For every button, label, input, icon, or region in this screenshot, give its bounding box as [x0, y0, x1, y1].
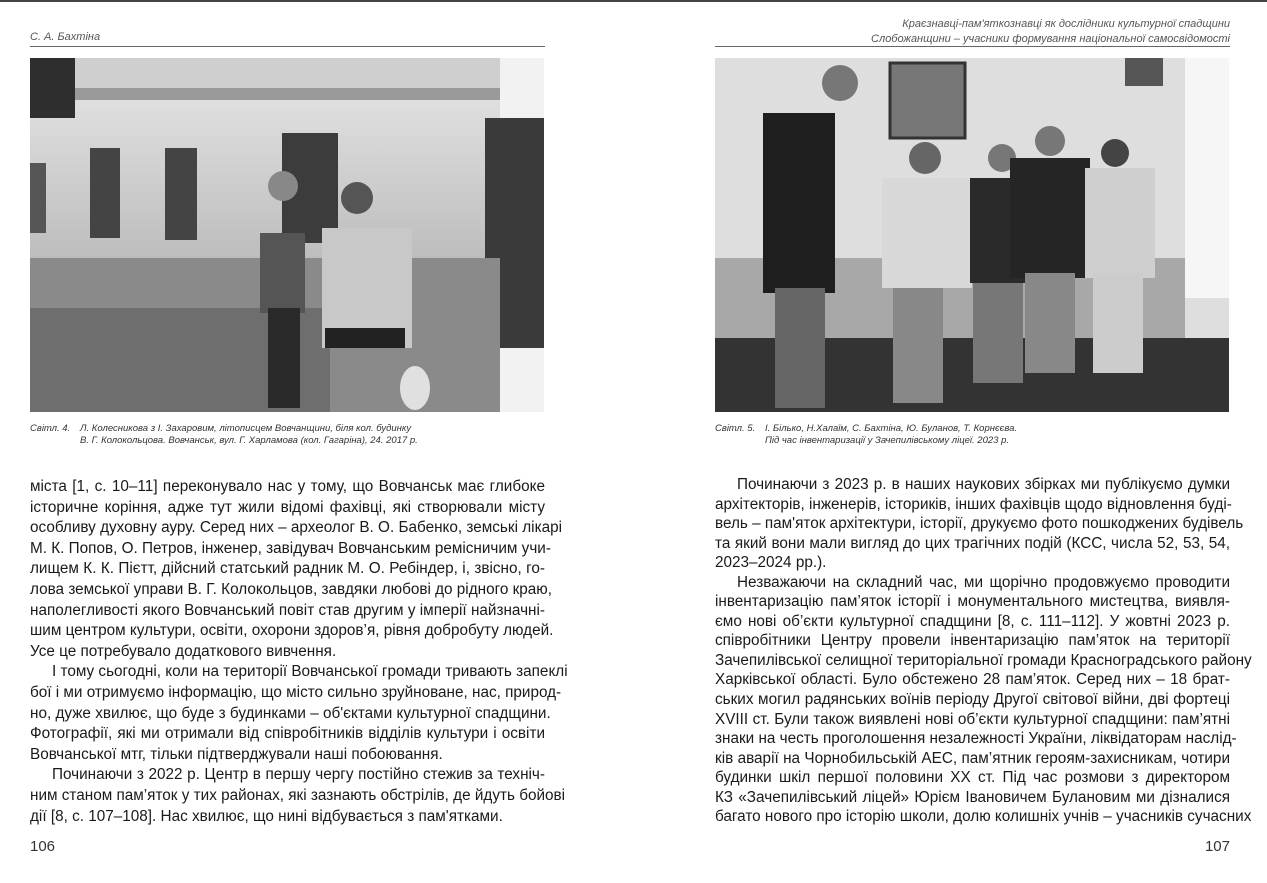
text-line: та який вони мали вигляд до цих трагічних подій (КСС, числа 52, 53, 54, [715, 534, 1230, 552]
text-line: Починаючи з 2022 р. Центр в першу чергу постійно стежив за техніч- [52, 766, 545, 784]
caption-label: Світл. 5. [715, 423, 756, 434]
text-line: ємо нові об’єкти культурної спадщини [8, с. 111–112]. У жовтні 2023 р. [715, 612, 1230, 630]
text-line: XVIII ст. Були також виявлені нові об’єкти культурної спадщини: пам’ятні [715, 710, 1230, 728]
left-page [30, 2, 568, 883]
text-line: лова земської управи В. Г. Колокольцов, завдяки любові до рідного краю, [30, 580, 553, 598]
caption-line: Під час інвентаризації у Зачепилівському ліцеї. 2023 р. [765, 434, 1009, 446]
caption-label: Світл. 4. [30, 423, 71, 434]
text-line: Усе це потребувало додаткового вивчення. [30, 642, 337, 660]
running-head [30, 16, 545, 47]
running-head [715, 16, 1230, 47]
text-line: історичне коріння, адже тут жили відомі фахівці, які створювали місту [30, 498, 545, 516]
caption-line: Л. Колесникова з І. Захаровим, літописцем Вовчанщини, біля кол. будинку [80, 423, 412, 434]
text-line: співробітники Центру провели інвентаризацію пам’яток на території [715, 632, 1230, 650]
text-line: Харківської області. Було обстежено 28 пам’яток. Серед них – 18 брат- [715, 671, 1230, 689]
body-text [30, 477, 568, 827]
text-line: но, дуже хвилює, що буде з будинками – об'єктами культурної спадщини. [30, 704, 551, 722]
photo-caption [715, 423, 1017, 446]
paragraph [715, 475, 1244, 573]
text-line: будинки шкіл першої половини XX ст. Під час розмови з директором [715, 769, 1230, 787]
text-line: Фотографії, які ми отримали від співробітників відділів культури і освіти [30, 725, 545, 743]
running-head-line: Слобожанщини – учасники формування національної самосвідомості [871, 33, 1230, 45]
text-line: Починаючи з 2023 р. в наших наукових збірках ми публікуємо думки [737, 476, 1230, 493]
paragraph [30, 477, 563, 662]
photo-building [30, 58, 544, 412]
text-line: Вовчанської мтг, тільки підтверджували наші побоювання. [30, 745, 443, 763]
paragraph [30, 765, 566, 827]
text-line: І тому сьогодні, коли на території Вовчанської громади тривають запеклі [52, 663, 568, 681]
page-number: 107 [1204, 838, 1230, 855]
photo-group [715, 58, 1229, 412]
right-page [715, 2, 1252, 883]
text-line: шим центром культури, освіти, охорони здоров’я, рівня добробуту людей. [30, 622, 554, 640]
running-head-line: Краєзнавці-пам'яткознавці як дослідники культурної спадщини [902, 18, 1230, 30]
page-number: 106 [30, 838, 56, 855]
paragraph [715, 573, 1252, 827]
text-line: архітекторів, інженерів, істориків, інших фахівців щодо відновлення буді- [715, 495, 1232, 513]
text-line: КЗ «Зачепилівський ліцей» Юрієм Івановичем Булановим ми дізналися [715, 788, 1230, 806]
text-line: бої і ми отримуємо інформацію, що місто сильно зруйноване, нас, природ- [30, 683, 562, 701]
text-line: ських могил радянських воїнів періоду Другої світової війни, дві фортеці [715, 691, 1230, 709]
text-line: М. К. Попов, О. Петров, інженер, завідувач Вовчанським ремісничим учи- [30, 539, 551, 557]
text-line: 2023–2024 рр.). [715, 554, 827, 572]
text-line: ків аварії на Чорнобильській АЕС, пам’ятник героям-захисникам, чотири [715, 749, 1230, 767]
text-line: міста [1, с. 10–11] переконувало нас у тому, що Вовчанськ має глибоке [30, 478, 545, 495]
text-line: Незважаючи на складний час, ми щорічно продовжуємо проводити [737, 573, 1230, 591]
text-line: вель – пам'яток архітектури, історії, друкуємо фото пошкоджених будівель [715, 515, 1244, 533]
caption-line: І. Білько, Н.Халаїм, С. Бахтіна, Ю. Буланов, Т. Корнєєва. [765, 423, 1018, 434]
text-line: наполегливості якого Вовчанський повіт став другим у імперії найзначні- [30, 601, 545, 619]
text-line: знаки на честь проголошення незалежності України, ліквідаторам наслід- [715, 730, 1237, 748]
author-name: С. А. Бахтіна [30, 31, 101, 43]
paragraph [30, 662, 568, 765]
text-line: інвентаризацію пам’яток історії і монументального мистецтва, виявля- [715, 593, 1230, 611]
text-line: ним станом пам’яток у тих районах, які зазнають обстрілів, де йдуть бойові [30, 786, 566, 804]
text-line: лищем К. К. Пієтт, дійсний статський радник М. О. Ребіндер, і, звісно, го- [30, 560, 545, 578]
text-line: особливу духовну ауру. Серед них – археолог В. О. Бабенко, земські лікарі [30, 519, 563, 537]
text-line: дії [8, с. 107–108]. Нас хвилює, що нині відбувається з пам'ятками. [30, 807, 503, 825]
text-line: багато нового про історію школи, долю колишніх учнів – учасників сучасних [715, 808, 1252, 826]
photo-caption [30, 423, 418, 446]
caption-line: В. Г. Колокольцова. Вовчанськ, вул. Г. Харламова (кол. Гагаріна), 24. 2017 р. [80, 434, 418, 446]
text-line: Зачепилівської селищної територіальної громади Красноградського району [715, 651, 1252, 669]
body-text [715, 475, 1252, 827]
